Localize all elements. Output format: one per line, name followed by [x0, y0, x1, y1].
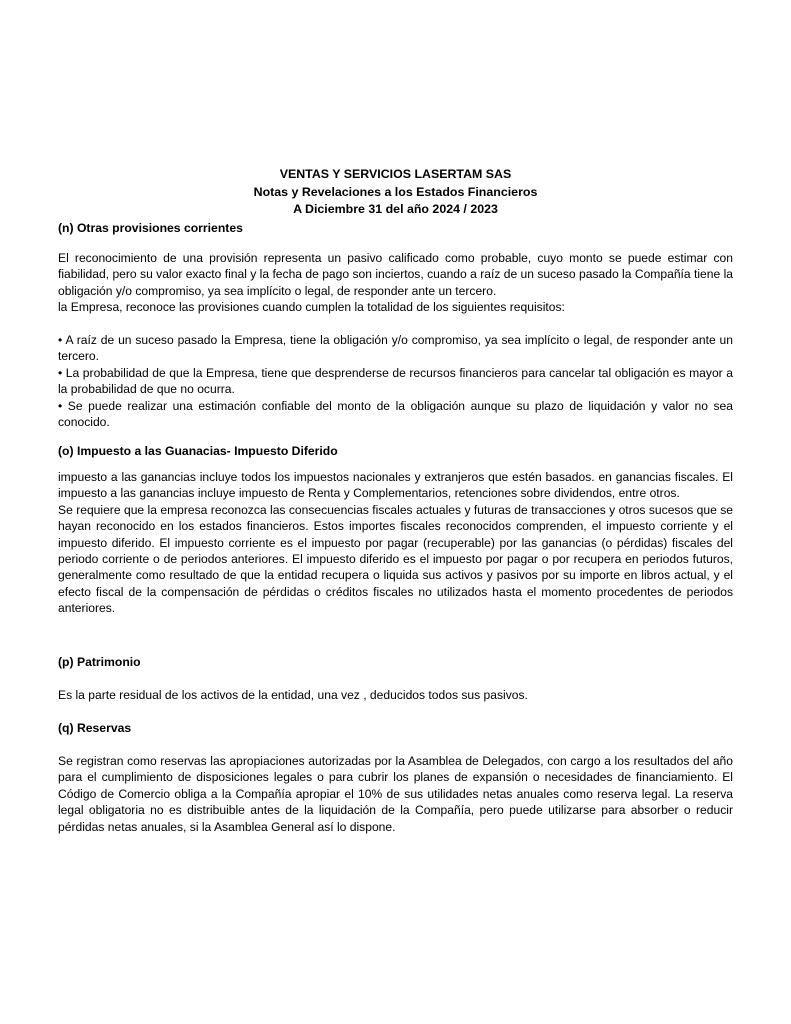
section-heading: (q) Reservas [58, 721, 132, 735]
bullet-item: • A raíz de un suceso pasado la Empresa, tiene la obligación y/o compromiso, ya sea implícito o legal, de responder ante un tercero. [58, 333, 733, 364]
paragraph: Se registran como reservas las apropiaciones autorizadas por la Asamblea de Delegados, con cargo a los resultados del año para el cumplimiento de disposiciones legales o para cubrir los planes de expansión o necesidades de financiamiento. El Código de Comercio obliga a la Compañía apropiar el 10% de sus utilidades netas anuales como reserva legal. La reserva legal obligatoria no es distribuible antes de la liquidación de la Compañía, pero puede utilizarse para absorber o reducir pérdidas netas anuales, si la Asamblea General así lo dispone. [58, 754, 733, 834]
section-n [58, 220, 733, 236]
section-p-body [58, 687, 733, 703]
section-heading: (n) Otras provisiones corrientes [58, 221, 243, 235]
paragraph: El reconocimiento de una provisión representa un pasivo calificado como probable, cuyo monto se puede estimar con fiabilidad, pero su valor exacto final y la fecha de pago son inciertos, cuando a raíz de un suceso pasado la Compañía tiene la obligación y/o compromiso, ya sea implícito o legal, de responder ante un tercero. [58, 251, 733, 298]
section-q-body [58, 753, 733, 835]
section-o [58, 443, 733, 459]
company-name: VENTAS Y SERVICIOS LASERTAM SAS [279, 167, 512, 181]
paragraph: la Empresa, reconoce las provisiones cuando cumplen la totalidad de los siguientes requisitos: [58, 300, 565, 315]
section-heading: (o) Impuesto a las Guanacias- Impuesto Diferido [58, 444, 338, 458]
section-p [58, 654, 733, 670]
section-n-requirements [58, 332, 733, 430]
paragraph: Es la parte residual de los activos de la entidad, una vez , deducidos todos sus pasivos. [58, 688, 528, 702]
document-header [58, 166, 733, 219]
document-subtitle: Notas y Revelaciones a los Estados Financieros [253, 184, 538, 199]
section-n-body [58, 250, 733, 316]
bullet-item: • Se puede realizar una estimación confiable del monto de la obligación aunque su plazo de liquidación y valor no sea conocido. [58, 398, 733, 430]
bullet-item: • La probabilidad de que la Empresa, tiene que desprenderse de recursos financieros para cancelar tal obligación es mayor a la probabilidad de que no ocurra. [58, 365, 733, 397]
paragraph: impuesto a las ganancias incluye todos los impuestos nacionales y extranjeros que estén basados. en ganancias fiscales. El impuesto a las ganancias incluye impuesto de Renta y Complementarios, retenciones sobre dividendos, entre otros. [58, 470, 733, 501]
paragraph: Se requiere que la empresa reconozca las consecuencias fiscales actuales y futuras de transacciones y otros sucesos que se hayan reconocido en los estados financieros. Estos importes fiscales reconocidos comprenden, el impuesto corriente y el impuesto diferido. El impuesto corriente es el impuesto por pagar (recuperable) por las ganancias (o pérdidas) fiscales del periodo corriente o de periodos anteriores. El impuesto diferido es el impuesto por pagar o por recupera en periodos futuros, generalmente como resultado de que la entidad recupera o liquida sus activos y pasivos por su importe en libros actual, y el efecto fiscal de la compensación de pérdidas o créditos fiscales no utilizados hasta el momento procedentes de periodos anteriores. [58, 502, 733, 616]
section-o-body [58, 469, 733, 617]
document-period: A Diciembre 31 del año 2024 / 2023 [293, 202, 498, 216]
section-q [58, 720, 733, 736]
section-heading: (p) Patrimonio [58, 655, 141, 669]
